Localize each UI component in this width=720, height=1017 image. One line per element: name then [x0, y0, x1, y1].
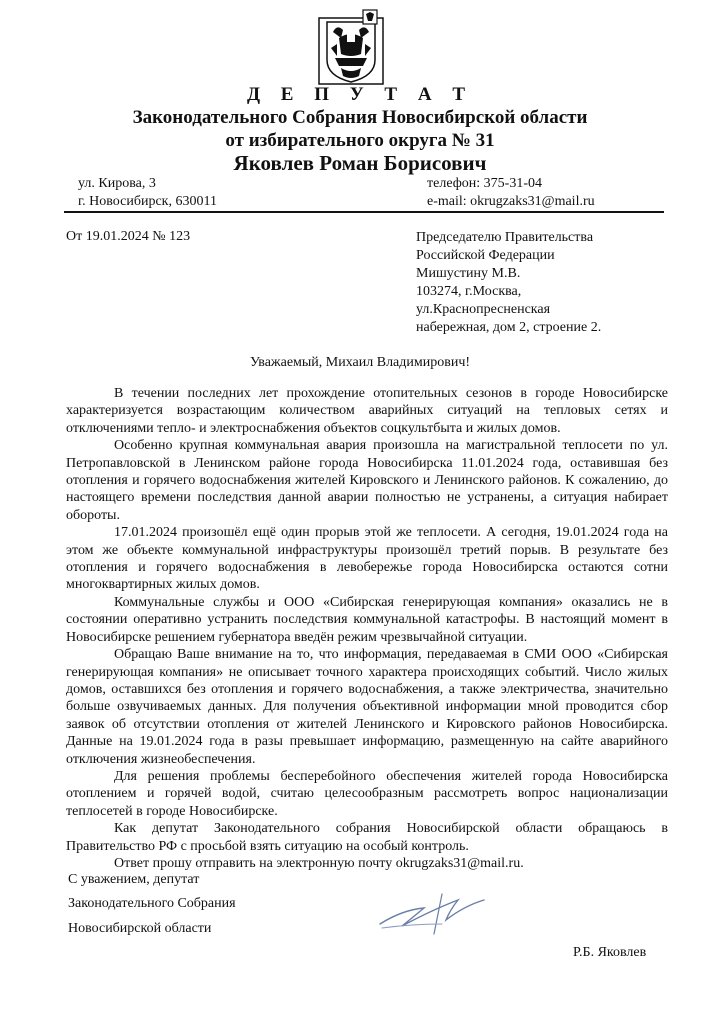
header-district: от избирательного округа № 31 — [225, 130, 495, 151]
body-paragraph: 17.01.2024 произошёл ещё один прорыв этой же теплосети. А сегодня, 19.01.2024 года на этом же объекте коммунальной инфраструктуры произошёл третий порыв. В результате без отопления и горячего водоснабжения в левобережье города Новосибирска остаются сотни многоквартирных жилых домов. — [66, 525, 668, 593]
letter-body — [66, 385, 668, 872]
header-organization: Законодательного Собрания Новосибирской области — [132, 107, 588, 128]
recipient-line: Мишустину М.В. — [416, 266, 521, 281]
address-street: ул. Кирова, 3 — [78, 176, 156, 191]
header-divider — [64, 211, 664, 213]
body-paragraph: Коммунальные службы и ООО «Сибирская генерирующая компания» оказались не в состоянии оперативно устранить последствия коммунальной катастрофы. В настоящий момент в Новосибирске решением губернатора введён режим чрезвычайной ситуации. — [66, 594, 668, 645]
body-paragraph: Обращаю Ваше внимание на то, что информация, передаваемая в СМИ ООО «Сибирская генерирующая компания» не описывает точного характера происходящих событий. Число жилых домов, оставшихся без отопления и горячего водоснабжения, а также электричества, значительно больше озвучиваемых данных. Для получения объективной информации мной проводится сбор заявок об отсутствии отопления от жителей Ленинского и Кировского районов Новосибирска. Данные на 19.01.2024 года в разы превышает информацию, размещенную на сайте аварийного отключения жизнеобеспечения. — [66, 647, 668, 767]
signer-name: Р.Б. Яковлев — [573, 945, 647, 960]
body-paragraph: В течении последних лет прохождение отопительных сезонов в городе Новосибирске характеризуется возрастающим количеством аварийных ситуаций на тепловых сетях и отключениями тепло- и электроснабжения объектов соцкультбыта и жилых домов. — [66, 386, 668, 436]
closing-line: Законодательного Собрания — [68, 896, 236, 911]
closing-line: Новосибирской области — [68, 921, 212, 936]
handwritten-signature — [372, 880, 492, 940]
body-paragraph: Как депутат Законодательного собрания Новосибирской области обращаюсь в Правительство РФ с просьбой взять ситуацию на особый контроль. — [66, 821, 668, 854]
closing-line: С уважением, депутат — [68, 872, 200, 887]
body-paragraph: Ответ прошу отправить на электронную почту okrugzaks31@mail.ru. — [114, 855, 524, 871]
contact-block — [427, 175, 595, 211]
recipient-line: набережная, дом 2, строение 2. — [416, 320, 602, 335]
contact-phone: телефон: 375-31-04 — [427, 176, 542, 191]
coat-of-arms-emblem — [313, 8, 389, 86]
body-paragraph: Для решения проблемы бесперебойного обеспечения жителей города Новосибирска отоплением и горячей водой, считаю целесообразным рассмотреть вопрос национализации теплосетей в городе Новосибирске. — [66, 768, 668, 819]
greeting: Уважаемый, Михаил Владимирович! — [249, 355, 471, 370]
header-title: Д Е П У Т А Т — [246, 84, 474, 105]
recipient-line: Российской Федерации — [416, 248, 555, 263]
body-paragraph: Особенно крупная коммунальная авария произошла на магистральной теплосети по ул. Петропавловской в Ленинском районе города Новосибирска 11.01.2024 года, оставившая без отопления и горячего водоснабжения жителей Кировского и Ленинского районов. К сожалению, до настоящего времени последствия данной аварии полностью не устранены, а ситуация набирает обороты. — [66, 438, 668, 523]
address-city: г. Новосибирск, 630011 — [78, 194, 217, 209]
address-block — [78, 175, 217, 211]
registration-number: От 19.01.2024 № 123 — [66, 229, 191, 244]
contact-email: e-mail: okrugzaks31@mail.ru — [427, 194, 595, 209]
header-deputy-name: Яковлев Роман Борисович — [233, 151, 487, 175]
recipient-line: Председателю Правительства — [416, 230, 594, 245]
recipient-block — [416, 229, 601, 337]
recipient-line: 103274, г.Москва, — [416, 284, 522, 299]
recipient-line: ул.Краснопресненская — [416, 302, 551, 317]
